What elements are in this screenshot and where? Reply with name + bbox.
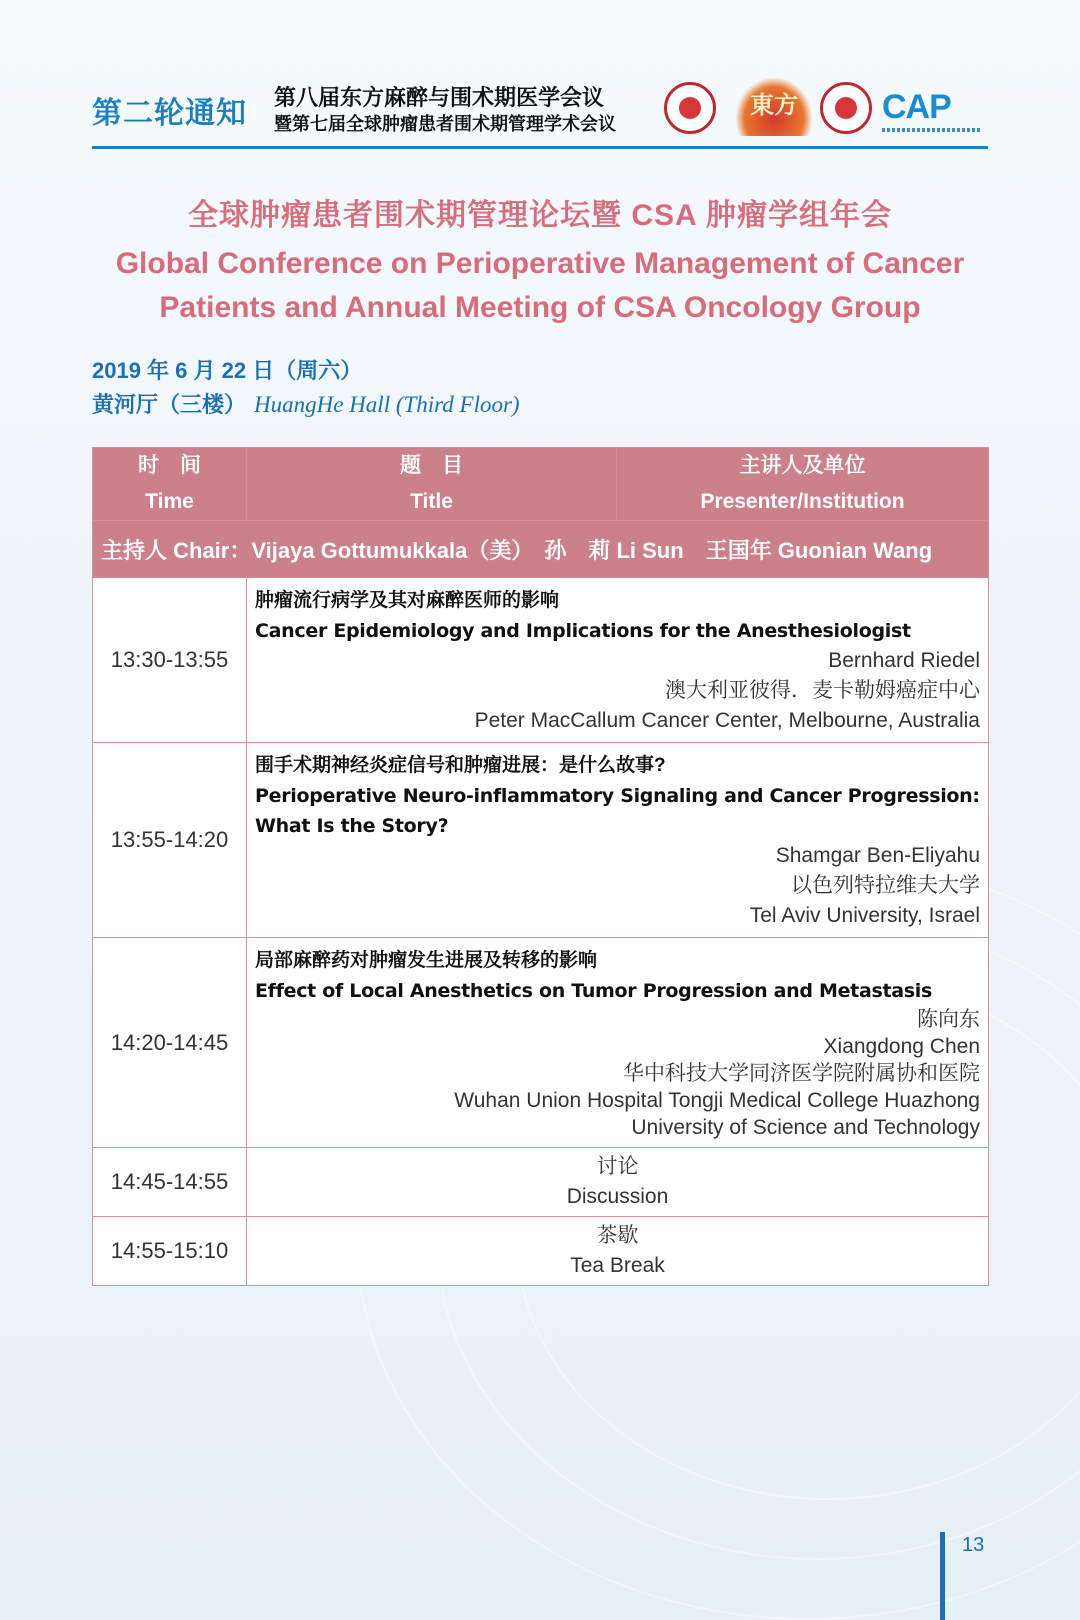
presenter-institution-cn: 以色列特拉维夫大学 — [791, 874, 980, 897]
presenter-name: Shamgar Ben-Eliyahu — [775, 844, 980, 867]
session-date: 2019 年 6 月 22 日（周六） — [92, 358, 363, 383]
session-hall — [92, 388, 520, 419]
presenter-institution-en: Tel Aviv University, Israel — [749, 904, 980, 927]
header-time-en: Time — [145, 490, 194, 513]
talk-title-en: Effect of Local Anesthetics on Tumor Progression and Metastasis — [255, 980, 933, 1002]
row-content — [247, 1148, 989, 1217]
table-row — [93, 1217, 989, 1286]
row-time: 14:20-14:45 — [93, 938, 247, 1148]
table-header-row — [93, 448, 989, 521]
session-title-en-line2: Patients and Annual Meeting of CSA Oncology Group — [159, 291, 921, 324]
table-row — [93, 1148, 989, 1217]
presenter-institution-en: Wuhan Union Hospital Tongji Medical College Huazhong — [454, 1089, 980, 1112]
hall-name-en: HuangHe Hall (Third Floor) — [254, 392, 520, 417]
conference-name-line2: 暨第七届全球肿瘤患者围术期管理学术会议 — [274, 114, 616, 134]
row-content — [247, 1217, 989, 1286]
header-title — [247, 448, 617, 521]
header-time — [93, 448, 247, 521]
break-label-cn: 茶歇 — [596, 1224, 639, 1247]
hall-name-cn: 黄河厅（三楼） — [92, 392, 247, 417]
talk-title-en: Cancer Epidemiology and Implications for the Anesthesiologist — [255, 620, 911, 642]
header-presenter — [617, 448, 989, 521]
notice-label: 第二轮通知 — [92, 97, 247, 130]
presenter-institution-cn: 澳大利亚彼得．麦卡勒姆癌症中心 — [665, 679, 980, 702]
seal-logo-icon — [664, 82, 716, 134]
page-number-bar — [940, 1532, 945, 1620]
row-content — [247, 578, 989, 743]
session-title-en-line1: Global Conference on Perioperative Management of Cancer — [115, 247, 965, 280]
header-title-en: Title — [410, 490, 453, 513]
row-time: 14:45-14:55 — [93, 1148, 247, 1217]
table-row — [93, 743, 989, 938]
row-content — [247, 938, 989, 1148]
dongfang-logo: 東方 — [736, 78, 812, 136]
presenter-name: Xiangdong Chen — [823, 1035, 980, 1058]
row-time: 13:30-13:55 — [93, 578, 247, 743]
page-number: 13 — [962, 1534, 985, 1556]
talk-title-cn: 肿瘤流行病学及其对麻醉医师的影响 — [255, 590, 560, 611]
page-header — [92, 78, 988, 148]
presenter-institution-cn: 华中科技大学同济医学院附属协和医院 — [623, 1062, 980, 1085]
session-title-en — [80, 242, 1000, 330]
cap-logo — [882, 88, 951, 127]
schedule-table — [92, 447, 989, 1286]
break-label-en: Tea Break — [570, 1254, 665, 1277]
header-presenter-cn: 主讲人及单位 — [739, 454, 866, 477]
presenter-name-cn: 陈向东 — [917, 1008, 980, 1031]
presenter-institution-en: University of Science and Technology — [631, 1116, 980, 1139]
presenter-name: Bernhard Riedel — [828, 649, 980, 672]
talk-title-cn: 围手术期神经炎症信号和肿瘤进展：是什么故事? — [255, 755, 666, 776]
table-row — [93, 938, 989, 1148]
break-label-cn: 讨论 — [596, 1155, 639, 1178]
seal-logo-icon — [820, 82, 872, 134]
row-content — [247, 743, 989, 938]
talk-title-cn: 局部麻醉药对肿瘤发生进展及转移的影响 — [255, 950, 598, 971]
header-title-cn: 题 目 — [400, 454, 463, 477]
cap-logo-text: CAP — [882, 88, 951, 126]
header-presenter-en: Presenter/Institution — [700, 490, 905, 513]
header-time-cn: 时 间 — [138, 454, 201, 477]
row-time: 14:55-15:10 — [93, 1217, 247, 1286]
sponsor-logos — [664, 78, 988, 142]
talk-title-en: What Is the Story? — [255, 815, 449, 837]
row-time: 13:55-14:20 — [93, 743, 247, 938]
table-row — [93, 578, 989, 743]
cap-logo-subline — [882, 128, 982, 132]
chair-cell: 主持人 Chair：Vijaya Gottumukkala（美） 孙 莉 Li Sun 王国年 Guonian Wang — [93, 521, 989, 578]
conference-name-line1: 第八届东方麻醉与围术期医学会议 — [274, 85, 605, 110]
conference-names — [274, 84, 616, 136]
presenter-institution-en: Peter MacCallum Cancer Center, Melbourne, Australia — [474, 709, 980, 732]
header-divider — [92, 146, 988, 149]
chair-row — [93, 521, 989, 578]
session-title-cn: 全球肿瘤患者围术期管理论坛暨 CSA 肿瘤学组年会 — [188, 199, 892, 232]
talk-title-en: Perioperative Neuro-inflammatory Signaling and Cancer Progression: — [255, 785, 980, 807]
break-label-en: Discussion — [566, 1185, 669, 1208]
